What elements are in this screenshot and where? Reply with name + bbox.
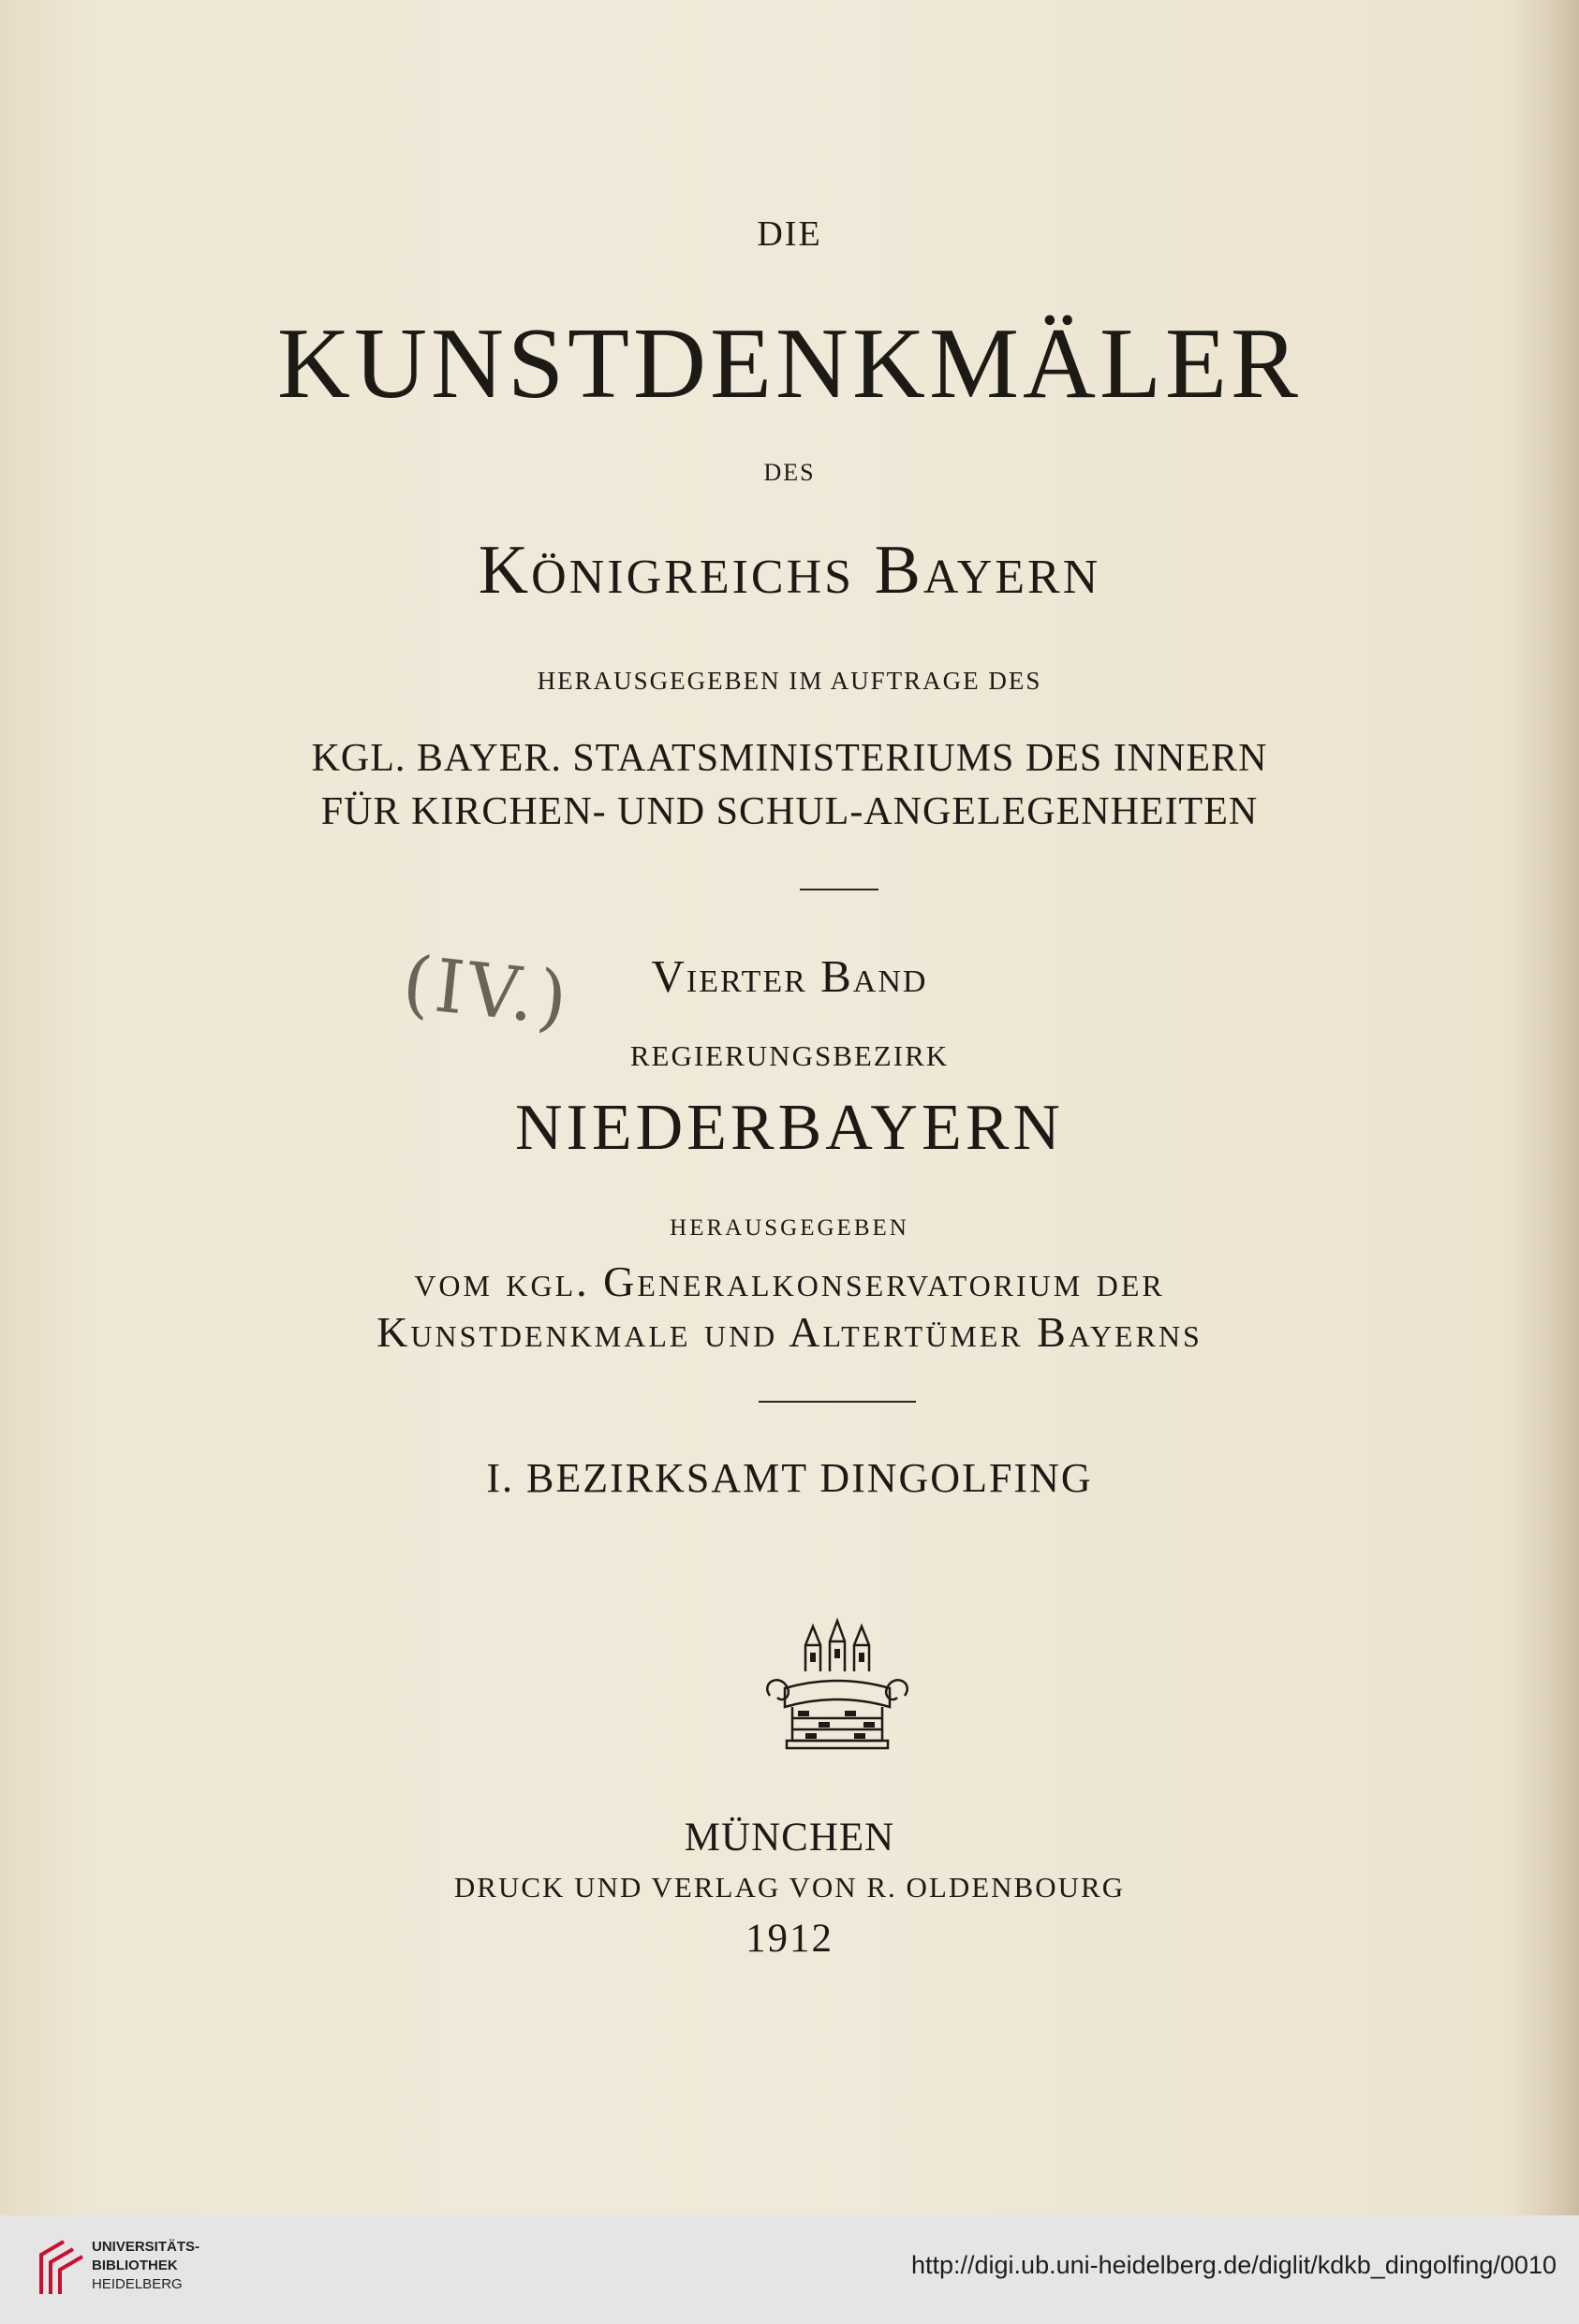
title-die: DIE (757, 214, 822, 254)
subtitle-herausgegeben-im-auftrage: HERAUSGEGEBEN IM AUFTRAGE DES (537, 667, 1042, 695)
divider-rule-2 (759, 1401, 916, 1403)
castle-crown-emblem-icon (760, 1617, 914, 1752)
divider-rule (800, 889, 878, 890)
regierungsbezirk-label: REGIERUNGSBEZIRK (629, 1039, 950, 1072)
library-name (92, 2238, 199, 2294)
editor-line-2: Kunstdenkmale und Altertümer Bayerns (376, 1308, 1203, 1356)
ministry-line-1: KGL. BAYER. STAATSMINISTERIUMS DES INNERN (311, 737, 1268, 780)
volume-label: Vierter Band (651, 950, 928, 1002)
publisher-line: DRUCK UND VERLAG VON R. OLDENBOURG (453, 1871, 1126, 1904)
editor-line-1: vom kgl. Generalkonservatorium der (414, 1258, 1165, 1305)
publication-year: 1912 (745, 1917, 834, 1961)
title-des: DES (763, 459, 816, 486)
library-logo-icon[interactable] (36, 2236, 86, 2300)
library-name-line-3: HEIDELBERG (92, 2276, 183, 2292)
publication-place: MÜNCHEN (684, 1816, 895, 1860)
permalink-url[interactable]: http://digi.ub.uni-heidelberg.de/diglit/kdkb_dingolfing/0010 (910, 2251, 1557, 2279)
library-name-line-2: BIBLIOTHEK (92, 2258, 178, 2273)
region-title: NIEDERBAYERN (515, 1092, 1064, 1164)
herausgegeben-label: HERAUSGEGEBEN (670, 1215, 909, 1241)
title-koenigreichs-bayern: Königreichs Bayern (478, 532, 1101, 609)
district-title: I. BEZIRKSAMT DINGOLFING (486, 1455, 1093, 1501)
viewer-footer (0, 2215, 1579, 2324)
handwritten-volume-note: (IV.) (398, 940, 575, 1043)
title-kunstdenkmaeler: KUNSTDENKMÄLER (277, 308, 1302, 419)
library-name-line-1: UNIVERSITÄTS- (92, 2239, 200, 2255)
ministry-line-2: FÜR KIRCHEN- UND SCHUL-ANGELEGENHEITEN (320, 790, 1259, 833)
